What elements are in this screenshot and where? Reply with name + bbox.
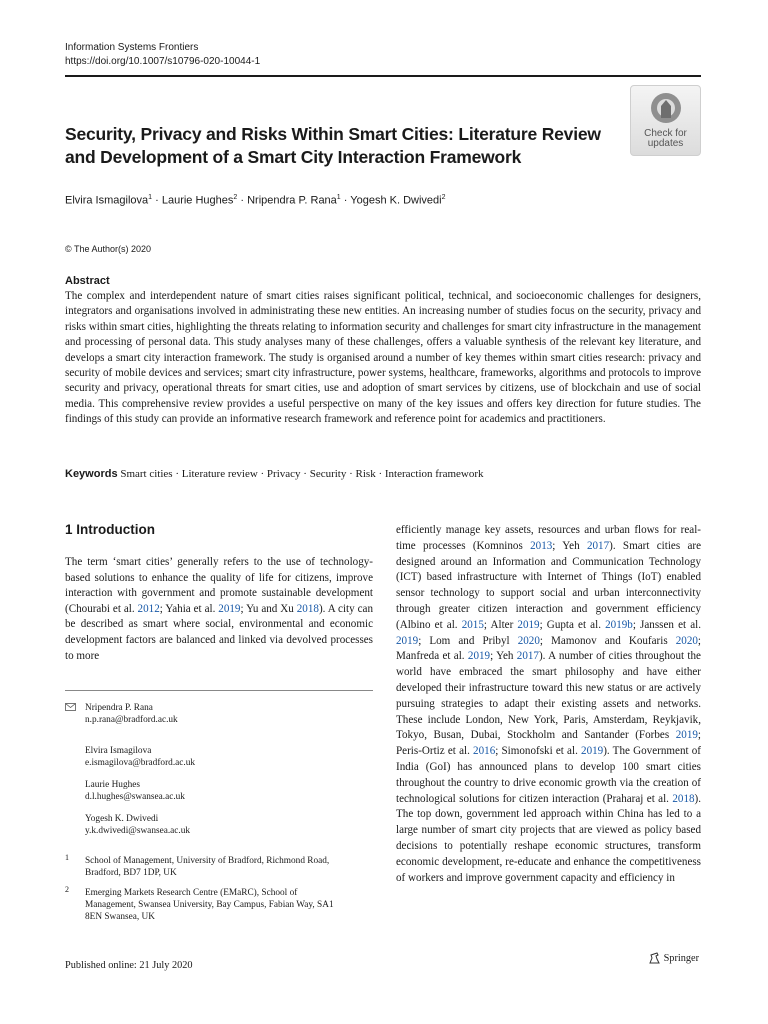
- author-affiliation: 2: [441, 194, 446, 201]
- text-run: ; Peris-Ortiz et al.: [396, 729, 701, 758]
- text-run: ). The top down, government led approach within China has led to a large number of smart city projects that are viewed as policy based decisions to potentially reshape economic structures, transform economic development, re-educate and enhance the competitiveness of workers and improve government capacity and efficiency in: [396, 792, 701, 884]
- crossmark-icon: [650, 92, 682, 124]
- affiliation-line: School of Management, University of Bradford, Richmond Road,: [85, 856, 330, 866]
- text-run: ; Gupta et al.: [539, 618, 606, 631]
- text-run: ; Yu and Xu: [240, 602, 297, 615]
- abstract-text: The complex and interdependent nature of smart cities raises significant political, technical, and socioeconomic challenges for designers, integrators and organisations involved in administrating these new entities. An increasing number of studies focus on the security, privacy and risks within smart cities, highlighting the threats relating to information security and challenges for smart city infrastructure in the management and processing of personal data. This study analyses many of these challenges, offers a valuable synthesis of the relevant key literature, and develops a smart city interaction framework. The study is organised around a number of key themes within smart cities research: privacy and security of mobile devices and services; smart city infrastructure, power systems, healthcare, frameworks, algorithms and protocols to improve security and privacy, operational threats for smart cities, use and adoption of smart services by citizens, use of blockchain and use of social media. This comprehensive review provides a useful perspective on many of the key issues and offers key direction for future studies. The findings of this study can provide an informative research framework and reference point for academics and practitioners.: [65, 290, 701, 426]
- author-affiliation: 1: [148, 194, 153, 201]
- springer-horse-icon: [648, 952, 661, 965]
- keywords-text: Smart cities · Literature review · Privacy · Security · Risk · Interaction framework: [120, 468, 484, 480]
- article-title: [65, 123, 605, 169]
- envelope-icon: [65, 703, 76, 711]
- citation-link[interactable]: 2016: [473, 745, 496, 758]
- text-run: ; Simonofski et al.: [495, 745, 582, 758]
- author-name[interactable]: Laurie Hughes: [161, 194, 234, 207]
- affiliation-number: 2: [65, 885, 69, 894]
- text-run: ). A city can be described as smart where social, environmental and economic development factors are balanced and linked via devolved processes to more: [65, 602, 373, 662]
- author-separator: ·: [343, 194, 351, 207]
- citation-link[interactable]: 2019: [396, 634, 419, 647]
- affiliation-text: [85, 855, 375, 879]
- affiliation-line: Management, Swansea University, Bay Campus, Fabian Way, SA1: [85, 900, 334, 910]
- text-run: ; Janssen et al.: [632, 618, 701, 631]
- citation-link[interactable]: 2017: [586, 539, 610, 552]
- text-run: ). The Government of India (GoI) has announced plans to develop 100 smart cities throughout the country to drive economic growth via the creation of technological solutions for citizen interaction (Praharaj et al.: [396, 745, 701, 805]
- copyright-notice: [65, 243, 151, 255]
- footnote-rule: [65, 690, 373, 691]
- citation-link[interactable]: 2019: [675, 729, 698, 742]
- badge-line-1: Check for: [644, 128, 687, 139]
- text-run: ; Alter: [483, 618, 518, 631]
- section-heading-introduction: 1 Introduction: [65, 522, 155, 537]
- contact-name: Yogesh K. Dwivedi: [85, 814, 159, 824]
- citation-link[interactable]: 2018: [296, 602, 319, 615]
- author-separator: ·: [155, 194, 162, 207]
- text-run: ). A number of cities throughout the world have embraced the smart philosophy and have either developed their infrastructure toward this new status or are actively pursuing strategies to adapt their existing assets and networks. These include London, New York, Paris, Amsterdam, Reykjavik, Tokyo, Busan, Dubai, Stockholm and Santander (Forbes: [396, 650, 701, 742]
- author-list: [65, 190, 446, 209]
- check-for-updates-badge[interactable]: [630, 85, 701, 156]
- header-rule: [65, 75, 701, 77]
- text-run: ; Lom and Pribyl: [418, 634, 518, 647]
- citation-link[interactable]: 2019: [517, 618, 540, 631]
- title-line-1: Security, Privacy and Risks Within Smart Cities: Literature Review: [65, 124, 601, 144]
- contact-name: Nripendra P. Rana: [85, 703, 153, 713]
- intro-paragraph-right: [396, 523, 701, 886]
- contact-block: [85, 702, 178, 726]
- contact-block: [85, 779, 185, 803]
- affiliation-number: 1: [65, 853, 69, 862]
- text-run: ; Manfreda et al.: [396, 634, 701, 663]
- badge-label: [631, 129, 700, 149]
- intro-paragraph-left: [65, 555, 373, 664]
- contact-email[interactable]: n.p.rana@bradford.ac.uk: [85, 715, 178, 725]
- citation-link[interactable]: 2019: [467, 650, 491, 663]
- affiliation-line: Bradford, BD7 1DP, UK: [85, 868, 177, 878]
- citation-link[interactable]: 2019b: [605, 618, 633, 631]
- title-line-2: and Development of a Smart City Interaction Framework: [65, 147, 522, 167]
- author-name[interactable]: Nripendra P. Rana: [247, 194, 337, 207]
- text-run: ; Yeh: [490, 650, 517, 663]
- contact-block: [85, 813, 190, 837]
- contact-block: [85, 745, 195, 769]
- abstract-heading: Abstract: [65, 275, 110, 287]
- affiliation-line: Emerging Markets Research Centre (EMaRC), School of: [85, 888, 298, 898]
- citation-link[interactable]: 2012: [137, 602, 160, 615]
- citation-link[interactable]: 2019: [581, 745, 604, 758]
- citation-link[interactable]: 2013: [530, 539, 553, 552]
- contact-name: Elvira Ismagilova: [85, 746, 152, 756]
- text-run: ). Smart cities are designed around an Information and Communication Technology (ICT) based infrastructure with Internet of Things (IoT) enabled sensor technology to support social and urban interconnectivity through greater citizen interaction and government efficiency (Albino et al.: [396, 539, 701, 631]
- citation-link[interactable]: 2015: [461, 618, 484, 631]
- citation-link[interactable]: 2019: [218, 602, 241, 615]
- citation-link[interactable]: 2020: [517, 634, 540, 647]
- copyright-text: The Author(s) 2020: [73, 244, 152, 254]
- publisher-logo: [648, 952, 699, 966]
- contact-email[interactable]: e.ismagilova@bradford.ac.uk: [85, 758, 196, 768]
- published-date: Published online: 21 July 2020: [65, 960, 193, 971]
- text-run: efficiently manage key assets, resources and urban flows for real-time processes (Komninos: [396, 524, 701, 552]
- copyright-icon: ©: [65, 244, 72, 254]
- contact-name: Laurie Hughes: [85, 780, 140, 790]
- keywords-label: Keywords: [65, 468, 118, 480]
- author-name[interactable]: Yogesh K. Dwivedi: [350, 194, 442, 207]
- publisher-name: Springer: [663, 953, 700, 964]
- contact-email[interactable]: y.k.dwivedi@swansea.ac.uk: [85, 826, 191, 836]
- author-name[interactable]: Elvira Ismagilova: [65, 194, 149, 207]
- doi-link[interactable]: https://doi.org/10.1007/s10796-020-10044-1: [65, 56, 261, 67]
- text-run: ; Yeh: [552, 539, 587, 552]
- affiliation-line: 8EN Swansea, UK: [85, 912, 155, 922]
- citation-link[interactable]: 2018: [672, 792, 695, 805]
- text-run: The term ‘smart cities’ generally refers to the use of technology-based solutions to enhance the quality of life for citizens, improve interaction with government and promote sustainable development (Chourabi et al.: [65, 556, 373, 615]
- text-run: ; Yahia et al.: [159, 602, 219, 615]
- badge-line-2: updates: [647, 138, 684, 149]
- journal-name: Information Systems Frontiers: [65, 42, 199, 53]
- citation-link[interactable]: 2020: [675, 634, 698, 647]
- author-affiliation: 1: [336, 194, 341, 201]
- text-run: ; Mamonov and Koufaris: [539, 634, 676, 647]
- citation-link[interactable]: 2017: [516, 650, 539, 663]
- keywords: [65, 467, 484, 481]
- affiliation-text: [85, 887, 375, 923]
- contact-email[interactable]: d.l.hughes@swansea.ac.uk: [85, 792, 185, 802]
- author-affiliation: 2: [233, 194, 238, 201]
- author-separator: ·: [240, 194, 248, 207]
